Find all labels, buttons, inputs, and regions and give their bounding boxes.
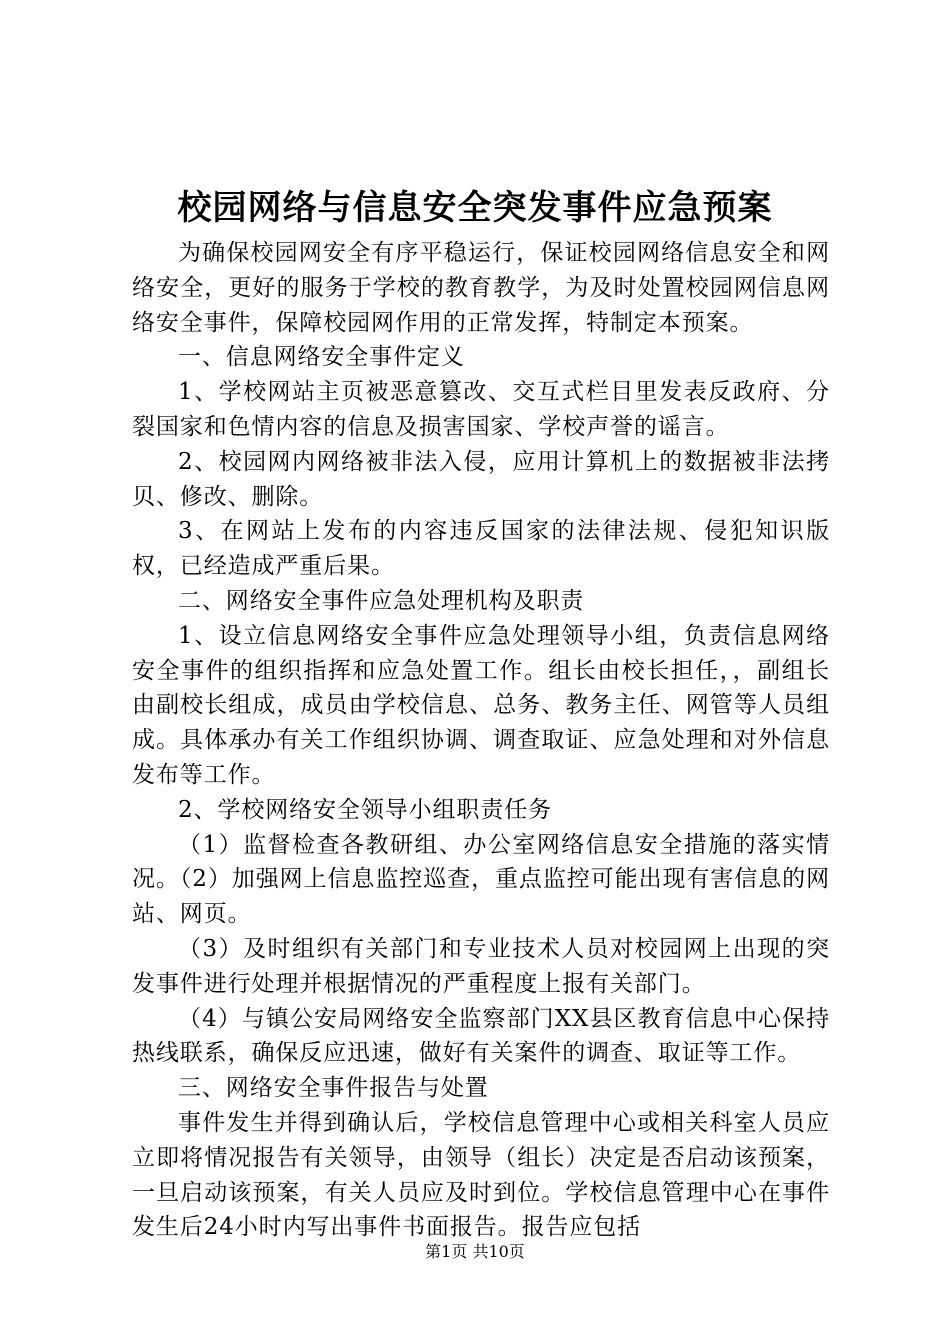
page-number: 第1页 共10页 bbox=[425, 1242, 525, 1261]
paragraph-intro: 为确保校园网安全有序平稳运行，保证校园网络信息安全和网络安全，更好的服务于学校的教育教学，为及时处置校园网信息网络安全事件，保障校园网作用的正常发挥，特制定本预案。 bbox=[132, 240, 830, 336]
section-heading-2: 二、网络安全事件应急处理机构及职责 bbox=[178, 587, 585, 614]
section-heading-1: 一、信息网络安全事件定义 bbox=[178, 344, 465, 371]
paragraph-item: （4）与镇公安局网络安全监察部门XX县区教育信息中心保持热线联系，确保反应迅速，做好有关案件的调查、取证等工作。 bbox=[132, 1005, 830, 1067]
paragraph-item: （3）及时组织有关部门和专业技术人员对校园网上出现的突发事件进行处理并根据情况的严重程度上报有关部门。 bbox=[132, 935, 830, 997]
document-title: 校园网络与信息安全突发事件应急预案 bbox=[177, 188, 773, 228]
section-heading-3: 三、网络安全事件报告与处置 bbox=[178, 1075, 489, 1102]
paragraph-item: 事件发生并得到确认后，学校信息管理中心或相关科室人员应立即将情况报告有关领导，由领导（组长）决定是否启动该预案，一旦启动该预案，有关人员应及时到位。学校信息管理中心在事件发生后24小时内写出事件书面报告。报告应包括 bbox=[132, 1109, 830, 1241]
paragraph-item: 1、设立信息网络安全事件应急处理领导小组，负责信息网络安全事件的组织指挥和应急处置工作。组长由校长担任，，副组长由副校长组成，成员由学校信息、总务、教务主任、网管等人员组成。具体承办有关工作组织协调、调查取证、应急处理和对外信息发布等工作。 bbox=[132, 622, 830, 788]
paragraph-item: 3、在网站上发布的内容违反国家的法律法规、侵犯知识版权，已经造成严重后果。 bbox=[132, 518, 830, 580]
paragraph-item: （1）监督检查各教研组、办公室网络信息安全措施的落实情况。（2）加强网上信息监控巡查，重点监控可能出现有害信息的网站、网页。 bbox=[132, 831, 830, 928]
paragraph-item: 1、学校网站主页被恶意篡改、交互式栏目里发表反政府、分裂国家和色情内容的信息及损害国家、学校声誉的谣言。 bbox=[132, 379, 830, 440]
paragraph-item: 2、学校网络安全领导小组职责任务 bbox=[178, 796, 553, 823]
paragraph-item: 2、校园网内网络被非法入侵，应用计算机上的数据被非法拷贝、修改、删除。 bbox=[132, 448, 830, 510]
document-body bbox=[132, 236, 830, 1245]
